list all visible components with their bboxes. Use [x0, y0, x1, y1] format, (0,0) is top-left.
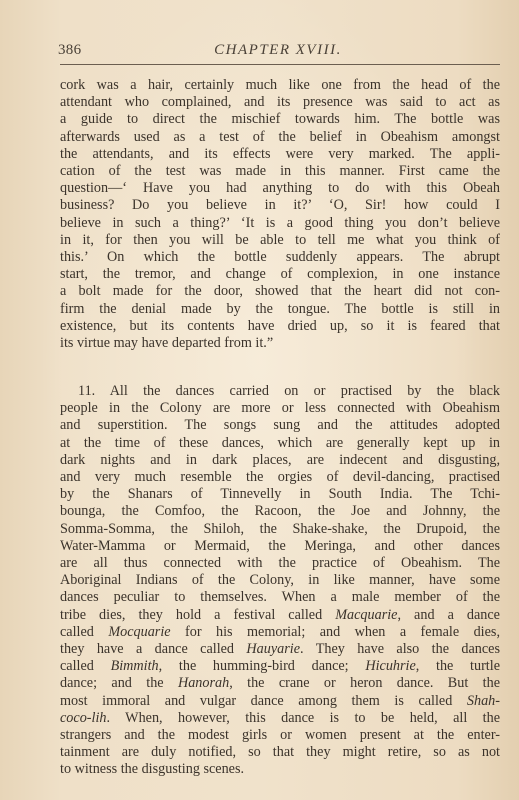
- text-line: this.’ On which the bottle suddenly appears. The abrupt: [60, 249, 500, 266]
- text-line: existence, but its contents have dried up, so it is feared that: [60, 317, 500, 334]
- text-line: a bolt made for the door, showed that the heart did not con-: [60, 283, 500, 300]
- text-line: firm the denial made by the tongue. The bottle is still in: [60, 300, 500, 317]
- page-header: [58, 40, 498, 66]
- text-line: dance; and the Hanorah, the crane or heron dance. But the: [60, 675, 500, 692]
- text-line: to witness the disgusting scenes.: [60, 761, 245, 778]
- running-head: CHAPTER XVIII.: [214, 42, 342, 58]
- text-line: in it, for then you will be able to tell me what you think of: [60, 231, 500, 248]
- text-line: tainment are duly notified, so that they might retire, so as not: [60, 744, 500, 761]
- text-line: they have a dance called Hauyarie. They have also the dances: [60, 641, 500, 658]
- text-line: start, the tremor, and change of complexion, in one instance: [60, 266, 500, 283]
- text-line: Somma-Somma, the Shiloh, the Shake-shake, the Drupoid, the: [60, 520, 500, 537]
- page-number: 386: [58, 42, 82, 58]
- text-line: people in the Colony are more or less connected with Obeahism: [60, 400, 500, 417]
- text-line: coco-lih. When, however, this dance is to be held, all the: [60, 709, 500, 726]
- text-line: most immoral and vulgar dance among them is called Shah-: [60, 692, 500, 709]
- text-line: business? Do you believe in it?’ ‘O, Sir! how could I: [60, 197, 500, 214]
- text-line: Water-Mamma or Mermaid, the Meringa, and other dances: [60, 537, 500, 554]
- text-line: its virtue may have departed from it.”: [60, 335, 274, 352]
- text-line: bounga, the Comfoo, the Racoon, the Joe and Johnny, the: [60, 503, 500, 520]
- text-line: strangers and the modest girls or women present at the enter-: [60, 727, 500, 744]
- text-line: called Mocquarie for his memorial; and when a female dies,: [60, 623, 500, 640]
- text-line: tribe dies, they hold a festival called Macquarie, and a dance: [60, 606, 500, 623]
- text-line: at the time of these dances, which are generally kept up in: [60, 434, 500, 451]
- text-line: cork was a hair, certainly much like one from the head of the: [60, 77, 500, 93]
- text-line: called Bimmith, the humming-bird dance; Hicuhrie, the turtle: [60, 658, 500, 675]
- text-line: the attendants, and its effects were very marked. The appli-: [60, 145, 500, 162]
- text-line: afterwards used as a test of the belief in Obeahism amongst: [60, 128, 500, 145]
- text-line: and superstition. The songs sung and the attitudes adopted: [60, 417, 500, 434]
- text-line: are all thus connected with the practice of Obeahism. The: [60, 555, 500, 572]
- text-line: dark nights and in dark places, are indecent and disgusting,: [60, 451, 500, 468]
- text-line: and very much resemble the orgies of devil-dancing, practised: [60, 469, 500, 486]
- text-line: by the Shanars of Tinnevelly in South India. The Tchi-: [60, 486, 500, 503]
- paragraph-11: [60, 383, 500, 779]
- text-line: Aboriginal Indians of the Colony, in like manner, have some: [60, 572, 500, 589]
- text-line: believe in such a thing?’ ‘It is a good thing you don’t believe: [60, 214, 500, 231]
- text-line: question—‘ Have you had anything to do with this Obeah: [60, 180, 500, 197]
- quoted-passage: [60, 77, 500, 352]
- text-line: a guide to direct the mischief towards him. The bottle was: [60, 111, 500, 128]
- text-line: cation of the test was made in this manner. First came the: [60, 163, 500, 180]
- text-line: 11. All the dances carried on or practised by the black: [78, 383, 500, 399]
- header-rule: [60, 64, 500, 65]
- text-line: attendant who complained, and its presence was said to act as: [60, 94, 500, 111]
- text-line: dances peculiar to themselves. When a male member of the: [60, 589, 500, 606]
